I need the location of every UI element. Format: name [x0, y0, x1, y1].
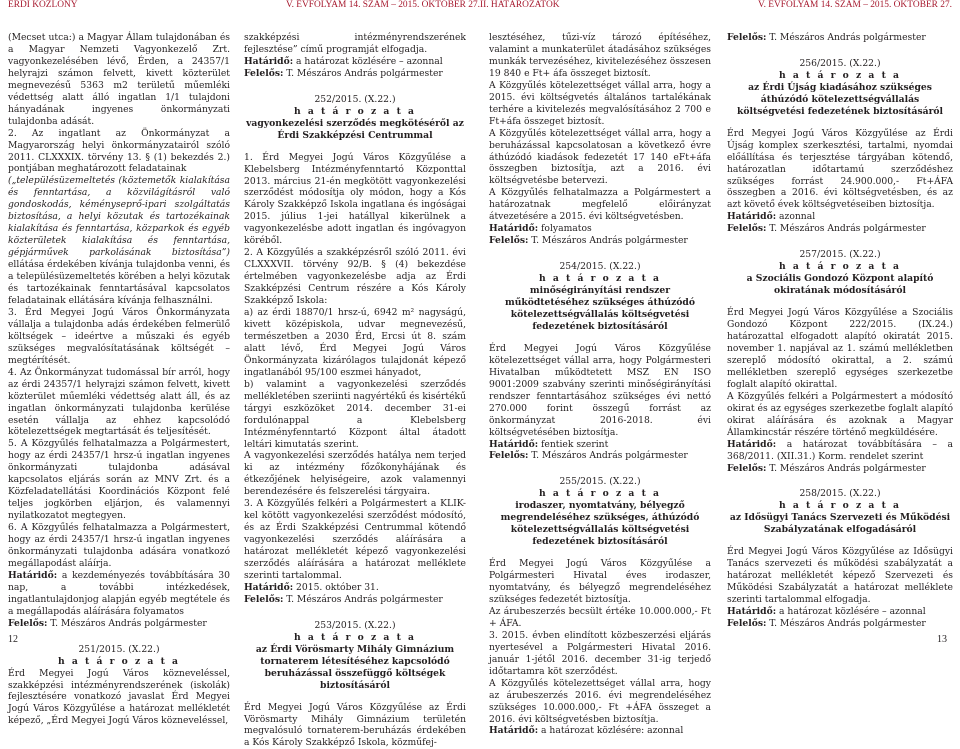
resolution-heading	[244, 94, 466, 142]
responsible-line	[244, 68, 466, 80]
paragraph: 3. 2015. évben elindított közbeszerzési eljárás nyertesével a Polgármesteri Hivatal 2016. január 1-jétől 2016. december 31-ig terjedő időtartamra köt szerződést.	[489, 629, 711, 677]
resolution-title: az Érdi Újság kiadásához szükséges áthúzódó kötelezettségvállalás költségvetési fedezetének biztosításáról	[736, 81, 944, 117]
resolution-title: az Érdi Vörösmarty Mihály Gimnázium tornaterem létesítéséhez kapcsolódó beruházással összefüggő költségek biztosításáról	[255, 643, 455, 691]
left-running-header	[8, 0, 480, 18]
paragraph: A Közgyűlés kötelezettséget vállal arra, hogy a beruházással kapcsolatosan a következő évre áthúzódó kiadások fedezetét 17 140 eFt+áfa összegben biztosítja, azt a 2016. évi költségvetésbe betervezi.	[489, 127, 711, 187]
responsible-label: Felelős:	[489, 450, 529, 462]
resolution-number: 258/2015. (X.22.)	[799, 488, 881, 500]
resolution-title: a Szociális Gondozó Központ alapító okiratának módosításáról	[746, 273, 934, 297]
resolution-number: 256/2015. (X.22.)	[799, 57, 881, 69]
resolution-heading	[8, 644, 230, 668]
deadline-line	[8, 570, 230, 618]
resolution-keyword: h a t á r o z a t a	[58, 655, 180, 667]
deadline-text: a határozat közlésére: azonnal	[538, 725, 684, 737]
responsible-line	[727, 223, 953, 235]
paragraph: a) az érdi 18870/1 hrsz-ú, 6942 m² nagyságú, kivett középiskola, udvar megnevezésű, természetben a 2030 Érd, Ercsi út 8. szám alatt lévő, Érd Megyei Jogú Város Önkormányzata kizárólagos tulajdonát képező ingatlanából 95/100 eszmei hányadot,	[244, 307, 466, 378]
deadline-line	[489, 439, 711, 451]
deadline-label: Határidő:	[489, 438, 539, 450]
paragraph: A Közgyűlés kötelezettséget vállal arra, hogy az árubeszerzés 2016. évi megrendeléséhez szükséges 10.000.000,- Ft +ÁFA összeget a 2016. évi költségvetésben biztosítja.	[489, 677, 711, 725]
responsible-label: Felelős:	[8, 617, 48, 629]
deadline-text: fentiek szerint	[538, 438, 609, 450]
paragraph: 4. Az Önkormányzat tudomással bír arról, hogy az érdi 24357/1 helyrajzi számon felvett, kivett közterület műemléki védettség alatt áll, és az ingatlan önkormányzati tulajdonba kerülése esetén vállalja az ehhez kapcsolódó kötelezettségek megtartását és teljesítését.	[8, 366, 230, 438]
deadline-line	[489, 725, 711, 737]
responsible-text: T. Mészáros András polgármester	[766, 617, 926, 629]
resolution-title: vagyonkezelési szerződés megkötéséről az Érdi Szakképzési Centrummal	[246, 117, 464, 141]
paragraph: Az árubeszerzés becsült értéke 10.000.000,- Ft + ÁFA.	[489, 605, 711, 629]
resolution-heading	[244, 620, 466, 692]
resolution-number: 255/2015. (X.22.)	[559, 476, 641, 488]
deadline-text: folyamatos	[538, 223, 592, 235]
paragraph: szakképzési intézményrendszerének fejlesztése” című programját elfogadja.	[244, 32, 466, 55]
resolution-keyword: h a t á r o z a t a	[294, 105, 416, 117]
journal-title: ÉRDI KÖZLÖNY	[8, 0, 78, 10]
resolution-number: 251/2015. (X.22.)	[78, 643, 160, 655]
resolution-number: 254/2015. (X.22.)	[559, 261, 641, 273]
responsible-text: T. Mészáros András polgármester	[528, 235, 688, 247]
resolution-number: 253/2015. (X.22.)	[314, 619, 396, 631]
resolution-keyword: h a t á r o z a t a	[294, 631, 416, 643]
page-number-right: 13	[937, 634, 947, 645]
paragraph: lesztéséhez, tűzi-víz tározó építéséhez, valamint a munkaterület átadásához szükséges munkák tervezéséhez, kivitelezéséhez összesen 19 840 e Ft+ áfa összeget biztosít.	[489, 32, 711, 79]
responsible-line	[489, 450, 711, 462]
responsible-text: T. Mészáros András polgármester	[766, 32, 926, 43]
responsible-label: Felelős:	[727, 617, 767, 629]
paragraph-rest: ellátása érdekében kívánja tulajdonba venni, és a településüzemeltetés körében a helyi közutak és tartozékainak fenntartásával kapcsolatos feladatainak ellátására kívánja felhasználni.	[8, 259, 230, 306]
resolution-heading	[727, 488, 953, 536]
responsible-text: T. Mészáros András polgármester	[766, 462, 926, 474]
resolution-heading	[727, 249, 953, 297]
paragraph: 1. Érd Megyei Jogú Város Közgyűlése a Klebelsberg Intézményfenntartó Központtal 2013. március 21-én megkötött vagyonkezelési szerződést módosítja oly módon, hogy a Kós Károly Szakképző Iskola ingatlana és ingóságai 2015. július 1-jei hatállyal kikerülnek a vagyonkezelésbe adott ingatlan és ingóvagyon köréből.	[244, 151, 466, 247]
deadline-label: Határidő:	[244, 581, 294, 593]
paragraph: A Közgyűlés felhatalmazza a Polgármestert a határozatnak megfelelő előirányzat átvezetésére a 2015. évi költségvetésben.	[489, 187, 711, 223]
section-title: II. HATÁROZATOK	[480, 0, 560, 10]
paragraph: 6. A Közgyűlés felhatalmazza a Polgármestert, hogy az érdi 24357/1 hrsz-ú ingatlan ingyenes önkormányzati tulajdonba adására vonatkozó megállapodást aláírja.	[8, 522, 230, 569]
responsible-line	[244, 594, 466, 606]
deadline-line	[727, 606, 953, 618]
responsible-label: Felelős:	[727, 32, 767, 43]
responsible-label: Felelős:	[727, 223, 767, 235]
paragraph: Érd Megyei Jogú Város Közgyűlése az Érdi Vörösmarty Mihály Gimnázium területén megvalósuló tornaterem-beruházás érdekében a Kós Károly Szakképző Iskola, közműfej-	[244, 701, 466, 749]
deadline-text: a határozat közlésére – azonnal	[776, 606, 926, 618]
resolution-keyword: h a t á r o z a t a	[779, 500, 901, 512]
resolution-number: 257/2015. (X.22.)	[799, 249, 881, 261]
responsible-text: T. Mészáros András polgármester	[766, 223, 926, 235]
resolution-title: minőségirányítási rendszer működtetéséhez szükséges áthúzódó kötelezettségvállalás költségvetési fedezetének biztosításáról	[504, 285, 695, 332]
resolution-heading	[489, 476, 711, 548]
deadline-text: a határozat közlésére – azonnal	[293, 55, 443, 67]
deadline-label: Határidő:	[727, 211, 777, 223]
quoted-tasks: („településüzemeltetés (köztemetők kialakítása és fenntartása, a közvilágításról való gondoskodás, kéményseprő-ipari szolgáltatás biztosítása, a helyi közutak és tartozékainak kialakítása és fenntartása, közparkok és egyéb közterületek kialakítása és fenntartása, gépjárművek parkolásának biztosítása”)	[8, 175, 230, 259]
issue-info: V. ÉVFOLYAM 14. SZÁM – 2015. OKTÓBER 27.	[758, 0, 952, 10]
responsible-text: T. Mészáros András polgármester	[283, 593, 443, 605]
paragraph: 3. A Közgyűlés felkéri a Polgármestert a KLIK-kel kötött vagyonkezelési szerződést módosító, és az Érdi Szakképzési Centrummal kötendő vagyonkezelési szerződés aláírására a határozat mellékletét képező vagyonkezelési szerződés aláírására a határozat melléklete szerinti tartalommal.	[244, 498, 466, 581]
paragraph: (Mecset utca:) a Magyar Állam tulajdonában és a Magyar Nemzeti Vagyonkezelő Zrt. vagyonkezelésében lévő, Érden, a 24357/1 helyrajzi számon felvett, kivett közterület megnevezésű 5363 m2 területű műemléki védettség alatt álló ingatlan 1/1 tulajdoni hányadának ingyenes önkormányzati tulajdonba adását.	[8, 32, 230, 127]
paragraph	[8, 175, 230, 306]
deadline-label: Határidő:	[489, 725, 539, 737]
right-running-header	[480, 0, 952, 18]
responsible-line	[727, 618, 953, 630]
text-column-2	[244, 32, 466, 749]
deadline-text: 2015. október 31.	[293, 581, 379, 593]
responsible-text: T. Mészáros András polgármester	[528, 450, 688, 462]
responsible-line	[8, 618, 230, 630]
responsible-line	[727, 32, 953, 44]
paragraph: 2. A Közgyűlés a szakképzésről szóló 2011. évi CLXXXVII. törvény 92/B. § (4) bekezdése értelmében vagyonkezelésbe adja az Érdi Szakképzési Centrum részére a Kós Károly Szakképző Iskola:	[244, 247, 466, 307]
text-column-1	[8, 32, 230, 727]
paragraph: Érd Megyei Jogú Város Közgyűlése a Szociális Gondozó Központ 222/2015. (IX.24.) határozattal elfogadott alapító okiratát 2015. november 1. napjával az 1. számú mellékletben szereplő módosító okirattal, a 2. számú mellékletben szereplő egységes szerkezetbe foglalt alapító okirattal.	[727, 307, 953, 390]
issue-info: V. ÉVFOLYAM 14. SZÁM – 2015. OKTÓBER 27.	[286, 0, 480, 10]
paragraph: Érd Megyei Jogú Város Közgyűlése a Polgármesteri Hivatal éves irodaszer, nyomtatvány, és bélyegző megrendeléséhez szükséges fedezetét biztosítja.	[489, 558, 711, 605]
deadline-text: a kezdeményezés továbbítására 30 nap, a további intézkedések, ingatlantulajdonjog alapján egyéb megtétele és a megállapodás aláírására folyamatos	[8, 569, 230, 617]
paragraph: 2. Az ingatlant az Önkormányzat a Magyarország helyi önkormányzatairól szóló 2011. CLXXXIX. törvény 13. § (1) bekezdés 2.) pontjában meghatározott feladatainak	[8, 127, 230, 175]
text-column-3	[489, 32, 711, 737]
resolution-keyword: h a t á r o z a t a	[779, 261, 901, 273]
deadline-label: Határidő:	[489, 223, 539, 235]
deadline-line	[489, 223, 711, 235]
deadline-text: azonnal	[776, 211, 816, 223]
deadline-label: Határidő:	[8, 569, 58, 581]
resolution-keyword: h a t á r o z a t a	[779, 69, 901, 81]
paragraph: 5. A Közgyűlés felhatalmazza a Polgármestert, hogy az érdi 24357/1 hrsz-ú ingatlan ingyenes önkormányzati tulajdonba adásával kapcsolatos eljárás során az MNV Zrt. és a Közfeladatellátási Koordinációs Központ felé teljes jogkörben eljárjon, és valamennyi nyilatkozatot megtegyen.	[8, 438, 230, 522]
paragraph: Érd Megyei Jogú Város közneveléssel, szakképzési intézményrendszerének (iskolák) fejlesztésére vonatkozó javaslat Érd Megyei Jogú Város Közgyűlése a határozat mellékletét képező, „Érd Megyei Jogú Város közneveléssel,	[8, 667, 230, 727]
responsible-label: Felelős:	[244, 593, 284, 605]
responsible-label: Felelős:	[727, 462, 767, 474]
responsible-line	[489, 235, 711, 247]
deadline-label: Határidő:	[727, 606, 777, 618]
responsible-label: Felelős:	[244, 67, 284, 79]
deadline-line	[727, 211, 953, 223]
resolution-title: irodaszer, nyomtatvány, bélyegző megrendeléséhez szükséges, áthúzódó kötelezettségvállalás költségvetési fedezetének biztosításáról	[500, 500, 700, 548]
paragraph: Érd Megyei Jogú Város Közgyűlése az Idősügyi Tanács szervezeti és működési szabályzatát a határozat mellékletét képező Szervezeti és Működési Szabályzatát a határozat melléklete szerinti tartalommal elfogadja.	[727, 546, 953, 606]
deadline-line	[244, 582, 466, 594]
responsible-text: T. Mészáros András polgármester	[47, 617, 207, 629]
page-number-left: 12	[8, 634, 18, 645]
deadline-text: a határozat továbbítására – a 368/2011. (XII.31.) Korm. rendelet szerint	[727, 438, 953, 462]
deadline-line	[727, 439, 953, 463]
paragraph: Érd Megyei Jogú Város Közgyűlése az Érdi Újság komplex szerkesztési, tartalmi, nyomdai előállítása és terjesztése tárgyában kötendő, határozatlan időtartamú szerződéshez szükséges forrást 24.900.000,- Ft+ÁFA összegben a 2016. évi költségvetésben, és az azt követő évek költségvetéseiben biztosítja.	[727, 127, 953, 211]
resolution-title: az Idősügyi Tanács Szervezeti és Működési Szabályzatának elfogadásáról	[729, 512, 951, 536]
responsible-text: T. Mészáros András polgármester	[283, 67, 443, 79]
deadline-label: Határidő:	[244, 55, 294, 67]
responsible-line	[727, 463, 953, 475]
paragraph: A vagyonkezelési szerződés hatálya nem terjed ki az intézmény főzőkonyhájának és étkezőjének helyiségeire, azok valamennyi berendezésére és felszerelési tárgyaira.	[244, 450, 466, 498]
resolution-heading	[727, 58, 953, 118]
paragraph: Érd Megyei Jogú Város Közgyűlése kötelezettséget vállal arra, hogy Polgármesteri Hivatalban működtetett MSZ EN ISO 9001:2009 szabvány szerinti minőségirányítási rendszer fenntartásához szükséges évi nettó 270.000 forint összegű forrást az önkormányzat 2016-2018. évi költségvetésében biztosítja.	[489, 342, 711, 438]
paragraph: A Közgyűlés kötelezettséget vállal arra, hogy a 2015. évi költségvetés általános tartalékának terhére a kivitelezés megvalósításához 2 700 e Ft+áfa összeget biztosít.	[489, 79, 711, 127]
resolution-number: 252/2015. (X.22.)	[314, 93, 396, 105]
resolution-keyword: h a t á r o z a t a	[539, 273, 661, 285]
resolution-heading	[489, 261, 711, 333]
paragraph: 3. Érd Megyei Jogú Város Önkormányzata vállalja a tulajdonba adás érdekében felmerülő költségek – ideértve a műszaki és egyéb szükséges megvalósítatásának költségét – megtérítését.	[8, 306, 230, 366]
deadline-label: Határidő:	[727, 438, 777, 450]
paragraph: A Közgyűlés felkéri a Polgármestert a módosító okirat és az egységes szerkezetbe foglalt alapító okirat aláírására és azoknak a Magyar Államkincstár részére történő megküldésére.	[727, 390, 953, 438]
responsible-label: Felelős:	[489, 235, 529, 247]
paragraph: b) valamint a vagyonkezelési szerződés mellékletében szeriinti nagyértékű és kisértékű tárgyi eszközöket 2014. december 31-ei fordulónappal a Klebelsberg Intézményfenntartó Központ által átadott leltári kimutatás szerint.	[244, 378, 466, 450]
deadline-line	[244, 56, 466, 68]
resolution-keyword: h a t á r o z a t a	[539, 488, 661, 500]
text-column-4	[727, 32, 953, 629]
